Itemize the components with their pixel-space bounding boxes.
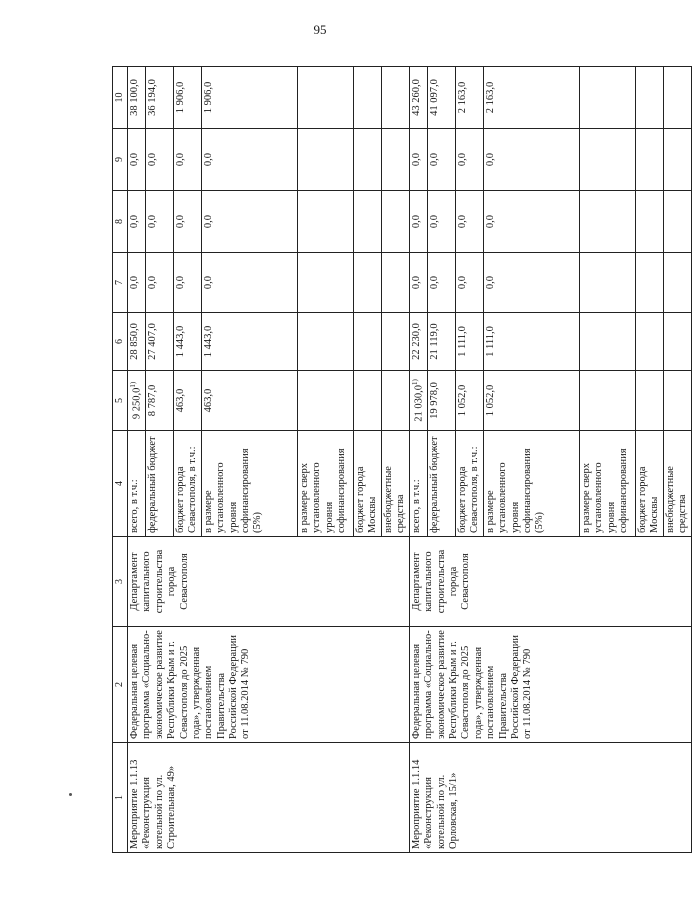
column-number-1: 1 — [113, 743, 128, 853]
value-2021: 1 052,0 — [484, 384, 496, 417]
funding-source-cell: в размере установленного уровня софинансирования (5%) — [483, 431, 579, 537]
value-2021-cell — [427, 371, 455, 431]
value-cell-c9 — [353, 129, 381, 191]
value-2021: 19 978,0 — [428, 382, 440, 419]
value-cell-c10 — [663, 67, 691, 129]
value-2021: 463,0 — [174, 388, 186, 413]
value-cell-c9 — [579, 129, 635, 191]
funding-source-cell: внебюджетные средства — [663, 431, 691, 537]
value-cell-c6 — [297, 313, 353, 371]
value-cell-c6 — [635, 313, 663, 371]
executor-cell: Департамент капитального строительства города Севастополя — [409, 537, 691, 627]
value-cell-c9: 0,0 — [483, 129, 579, 191]
value-cell-c10: 2 163,0 — [455, 67, 483, 129]
value-cell-c6 — [353, 313, 381, 371]
value-2021-cell — [409, 371, 427, 431]
column-number-10: 10 — [113, 67, 128, 129]
value-2021: 463,0 — [202, 388, 214, 413]
value-2021-cell — [145, 371, 173, 431]
value-cell-c9: 0,0 — [409, 129, 427, 191]
value-cell-c8: 0,0 — [128, 191, 146, 253]
executor-cell: Департамент капитального строительства города Севастополя — [128, 537, 410, 627]
funding-source-cell: бюджет города Москвы — [353, 431, 381, 537]
value-cell-c9 — [297, 129, 353, 191]
column-number-9: 9 — [113, 129, 128, 191]
value-cell-c10 — [353, 67, 381, 129]
value-cell-c9: 0,0 — [427, 129, 455, 191]
value-cell-c7: 0,0 — [427, 253, 455, 313]
value-cell-c7 — [635, 253, 663, 313]
value-cell-c10: 43 260,0 — [409, 67, 427, 129]
value-2021-cell — [483, 371, 579, 431]
value-cell-c6 — [381, 313, 409, 371]
value-cell-c8 — [353, 191, 381, 253]
value-cell-c7 — [579, 253, 635, 313]
value-cell-c8 — [635, 191, 663, 253]
measure-cell: Мероприятие 1.1.14 «Реконструкция котельной по ул. Орловская, 15/1» — [409, 743, 691, 853]
value-cell-c10: 36 194,0 — [145, 67, 173, 129]
column-number-5: 5 — [113, 371, 128, 431]
value-2021-cell — [579, 371, 635, 431]
value-cell-c8: 0,0 — [427, 191, 455, 253]
table-row — [409, 67, 427, 853]
value-cell-c7: 0,0 — [409, 253, 427, 313]
value-cell-c6: 1 111,0 — [483, 313, 579, 371]
column-number-2: 2 — [113, 627, 128, 743]
value-cell-c10: 1 906,0 — [201, 67, 297, 129]
value-cell-c6: 27 407,0 — [145, 313, 173, 371]
column-number-8: 8 — [113, 191, 128, 253]
funding-source-cell: в размере сверх установленного уровня софинансирования — [579, 431, 635, 537]
funding-source-cell: всего, в т.ч.: — [128, 431, 146, 537]
footnote-mark: 1) — [129, 381, 137, 388]
column-number-4: 4 — [113, 431, 128, 537]
value-cell-c7: 0,0 — [145, 253, 173, 313]
value-cell-c10 — [381, 67, 409, 129]
value-2021: 8 787,0 — [146, 384, 158, 417]
value-2021-cell — [663, 371, 691, 431]
value-cell-c6: 1 443,0 — [201, 313, 297, 371]
value-cell-c7 — [353, 253, 381, 313]
value-cell-c8: 0,0 — [483, 191, 579, 253]
value-2021-cell — [455, 371, 483, 431]
column-number-6: 6 — [113, 313, 128, 371]
table-container — [112, 67, 689, 853]
table-row — [128, 67, 146, 853]
program-cell: Федеральная целевая программа «Социально-экономическое развитие Республики Крым и г. Севастополя до 2025 года», утвержденная постановлением Правительства Российской Федерации от 11.08.2014 № 790 — [409, 627, 691, 743]
funding-source-cell: в размере сверх установленного уровня софинансирования — [297, 431, 353, 537]
value-cell-c8: 0,0 — [173, 191, 201, 253]
value-cell-c9 — [381, 129, 409, 191]
value-cell-c8 — [381, 191, 409, 253]
funding-source-cell: бюджет города Москвы — [635, 431, 663, 537]
value-cell-c9: 0,0 — [128, 129, 146, 191]
value-cell-c9: 0,0 — [455, 129, 483, 191]
value-cell-c9: 0,0 — [201, 129, 297, 191]
value-cell-c9: 0,0 — [145, 129, 173, 191]
value-cell-c7: 0,0 — [128, 253, 146, 313]
page-number: 95 — [313, 22, 327, 37]
value-cell-c8: 0,0 — [145, 191, 173, 253]
scan-speck — [69, 793, 72, 796]
value-cell-c9: 0,0 — [173, 129, 201, 191]
measure-cell: Мероприятие 1.1.13 «Реконструкция котельной по ул. Строительная, 49» — [128, 743, 410, 853]
funding-table — [112, 66, 692, 853]
footnote-mark: 1) — [410, 379, 419, 386]
value-cell-c9 — [635, 129, 663, 191]
column-number-3: 3 — [113, 537, 128, 627]
value-cell-c7 — [663, 253, 691, 313]
value-cell-c6 — [579, 313, 635, 371]
column-number-7: 7 — [113, 253, 128, 313]
value-cell-c8: 0,0 — [201, 191, 297, 253]
value-cell-c6: 22 230,0 — [409, 313, 427, 371]
value-cell-c8 — [579, 191, 635, 253]
value-cell-c8 — [663, 191, 691, 253]
funding-source-cell: всего, в т.ч.: — [409, 431, 427, 537]
value-cell-c6: 21 119,0 — [427, 313, 455, 371]
value-cell-c10: 41 097,0 — [427, 67, 455, 129]
value-2021-cell — [297, 371, 353, 431]
value-cell-c8: 0,0 — [409, 191, 427, 253]
value-cell-c7: 0,0 — [455, 253, 483, 313]
funding-source-cell: внебюджетные средства — [381, 431, 409, 537]
header-row — [113, 67, 128, 853]
value-2021-cell — [173, 371, 201, 431]
program-cell: Федеральная целевая программа «Социально-экономическое развитие Республики Крым и г. Севастополя до 2025 года», утвержденная постановлением Правительства Российской Федерации от 11.08.2014 № 790 — [128, 627, 410, 743]
value-cell-c6: 1 443,0 — [173, 313, 201, 371]
value-2021-cell — [201, 371, 297, 431]
value-2021-cell — [353, 371, 381, 431]
value-cell-c7: 0,0 — [201, 253, 297, 313]
value-2021: 9 250,0 — [131, 387, 143, 420]
value-cell-c6: 1 111,0 — [455, 313, 483, 371]
value-cell-c6: 28 850,0 — [128, 313, 146, 371]
value-cell-c10 — [297, 67, 353, 129]
value-cell-c7: 0,0 — [483, 253, 579, 313]
value-2021-cell — [128, 371, 146, 431]
value-2021: 21 030,0 — [413, 385, 425, 422]
value-cell-c10 — [635, 67, 663, 129]
funding-source-cell: федеральный бюджет — [427, 431, 455, 537]
funding-source-cell: бюджет города Севастополя, в т.ч.: — [173, 431, 201, 537]
value-cell-c10: 1 906,0 — [173, 67, 201, 129]
value-2021: 1 052,0 — [456, 384, 468, 417]
value-2021-cell — [381, 371, 409, 431]
value-cell-c10: 2 163,0 — [483, 67, 579, 129]
value-cell-c8 — [297, 191, 353, 253]
value-cell-c6 — [663, 313, 691, 371]
value-cell-c10: 38 100,0 — [128, 67, 146, 129]
funding-source-cell: в размере установленного уровня софинансирования (5%) — [201, 431, 297, 537]
funding-source-cell: бюджет города Севастополя, в т.ч.: — [455, 431, 483, 537]
funding-source-cell: федеральный бюджет — [145, 431, 173, 537]
value-2021-cell — [635, 371, 663, 431]
value-cell-c8: 0,0 — [455, 191, 483, 253]
value-cell-c9 — [663, 129, 691, 191]
value-cell-c7 — [381, 253, 409, 313]
value-cell-c7: 0,0 — [173, 253, 201, 313]
table-body — [113, 67, 692, 853]
value-cell-c7 — [297, 253, 353, 313]
value-cell-c10 — [579, 67, 635, 129]
